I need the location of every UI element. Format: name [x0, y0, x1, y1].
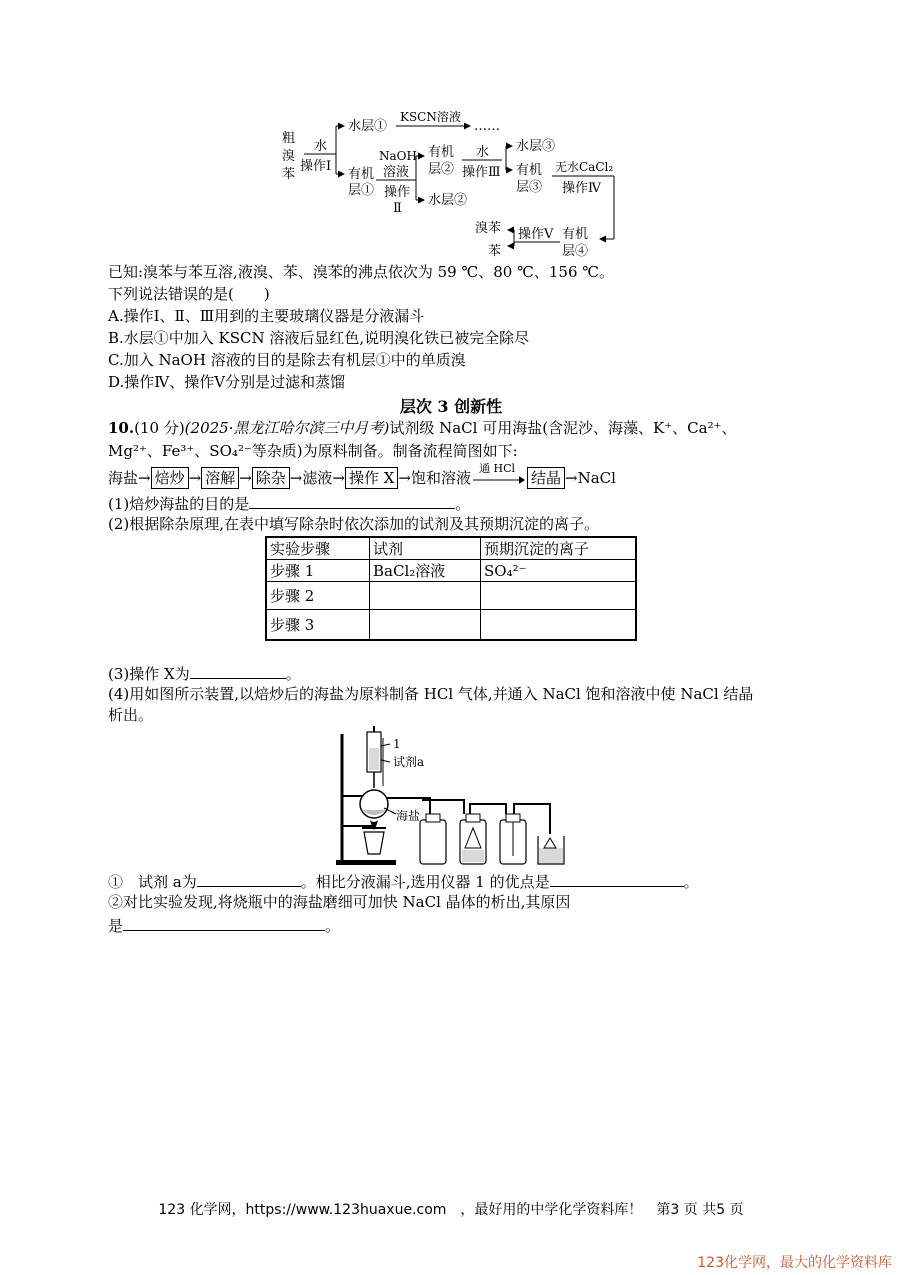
- table-header-ion: 预期沉淀的离子: [481, 537, 637, 560]
- start-char-1: 粗: [282, 131, 296, 146]
- q10-part4-sub2: ②对比实验发现,将烧瓶中的海盐磨细可加快 NaCl 晶体的析出,其原因: [108, 893, 571, 911]
- stand-base: [336, 860, 396, 865]
- q9-option-b: B.水层①中加入 KSCN 溶液后显红色,说明溴化铁已被完全除尽: [108, 329, 530, 347]
- answer-blank-advantage[interactable]: [550, 870, 684, 887]
- q10-part3-text: (3)操作 X为: [108, 665, 190, 683]
- q10-part4-sub2-cont: [108, 914, 340, 936]
- flow-arrow: →: [398, 469, 411, 487]
- table-cell-step: 步骤 1: [266, 560, 370, 582]
- flow-arrow: →: [332, 469, 345, 487]
- q9-stem: 下列说法错误的是( ): [108, 285, 270, 303]
- q10-stem-2: Mg²⁺、Fe³⁺、SO₄²⁻等杂质)为原料制备。制备流程简图如下:: [108, 442, 518, 460]
- op3-water: 水: [476, 145, 490, 160]
- q10-part1-end: 。: [455, 495, 471, 513]
- q10-part4-line1: (4)用如图所示装置,以焙炒后的海盐为原料制备 HCl 气体,并通入 NaCl 饱和溶液中使 NaCl 结晶: [108, 685, 754, 703]
- table-cell-reagent-blank[interactable]: [370, 582, 481, 610]
- answer-blank-reason[interactable]: [123, 914, 325, 931]
- table-cell-reagent-blank[interactable]: [370, 610, 481, 640]
- answer-blank-1[interactable]: [249, 492, 455, 509]
- org-layer-4a: 有机: [562, 227, 589, 242]
- org-layer-1b: 层①: [348, 183, 375, 198]
- sub1-end: 。: [683, 873, 699, 891]
- flow-arrow: →: [138, 469, 151, 487]
- flow-sea-salt: 海盐: [108, 469, 139, 487]
- flow-arrow: →: [565, 469, 578, 487]
- q10-stem-1: 试剂级 NaCl 可用海盐(含泥沙、海藻、K⁺、Ca²⁺、: [389, 419, 737, 437]
- q10-part3: [108, 662, 301, 684]
- label-sea-salt: 海盐: [396, 809, 421, 823]
- sub1-text-a: ① 试剂 a为: [108, 873, 197, 891]
- org-layer-3a: 有机: [516, 163, 543, 178]
- op1-label: 操作Ⅰ: [300, 159, 332, 174]
- aq-layer-3: 水层③: [516, 139, 556, 154]
- page-footer: 123 化学网，https://www.123huaxue.com ，最好用的中学化学资料库！ 第3 页 共5 页: [158, 1202, 744, 1218]
- naoh-solution: 溶液: [383, 165, 410, 180]
- q10-source: (2025·黑龙江哈尔滨三中月考): [184, 419, 390, 437]
- table-cell-reagent: BaCl₂溶液: [370, 560, 481, 582]
- table-header-reagent: 试剂: [370, 537, 481, 560]
- flow-arrow: →: [289, 469, 303, 487]
- org-layer-1a: 有机: [348, 167, 375, 182]
- naoh-label: NaOH: [379, 149, 417, 163]
- flow-saturated-solution: 饱和溶液: [411, 469, 472, 487]
- start-char-3: 苯: [282, 167, 296, 182]
- product-benzene: 苯: [488, 244, 502, 259]
- org-layer-2b: 层②: [428, 162, 455, 177]
- op5-label: 操作Ⅴ: [518, 227, 554, 242]
- q10-part4-sub1: [108, 870, 699, 892]
- ellipsis: ……: [474, 119, 500, 134]
- cacl2-label: 无水CaCl₂: [555, 160, 614, 174]
- aq-layer-1: 水层①: [348, 119, 388, 134]
- reagent-table: [265, 536, 637, 641]
- flow-hcl-label: 通 HCl: [479, 462, 516, 475]
- table-cell-step: 步骤 3: [266, 610, 370, 640]
- label-instrument-1: 1: [393, 737, 401, 751]
- org-layer-3b: 层③: [516, 180, 543, 195]
- table-cell-ion-blank[interactable]: [481, 582, 637, 610]
- q9-option-c: C.加入 NaOH 溶液的目的是除去有机层①中的单质溴: [108, 351, 466, 369]
- answer-blank-3[interactable]: [190, 662, 286, 679]
- q9-option-a: A.操作Ⅰ、Ⅱ、Ⅲ用到的主要玻璃仪器是分液漏斗: [108, 307, 425, 325]
- table-cell-step: 步骤 2: [266, 582, 370, 610]
- flow-roast-box: 焙炒: [151, 467, 189, 489]
- label-reagent-a: 试剂a: [393, 755, 425, 769]
- answer-blank-reagent-a[interactable]: [197, 870, 301, 887]
- q10-part4-line2: 析出。: [108, 706, 154, 724]
- flow-impurity-box: 除杂: [252, 467, 290, 489]
- op3-label: 操作Ⅲ: [462, 165, 501, 180]
- q10-part1-text: (1)焙炒海盐的目的是: [108, 495, 250, 513]
- table-cell-ion-blank[interactable]: [481, 610, 637, 640]
- q10-number: 10.: [108, 419, 135, 437]
- sub1-text-b: 。相比分液漏斗,选用仪器 1 的优点是: [300, 873, 550, 891]
- aq-layer-2: 水层②: [428, 193, 468, 208]
- org-layer-4b: 层④: [562, 244, 589, 259]
- q10-part1: [108, 492, 470, 514]
- op2-numeral: Ⅱ: [393, 201, 402, 216]
- gas-bottle-1: [420, 820, 446, 864]
- kscn-label: KSCN溶液: [400, 110, 461, 124]
- flow-crystallize-box: 结晶: [527, 467, 565, 489]
- site-watermark: 123化学网，最大的化学资料库: [697, 1255, 892, 1271]
- sub2-text-b: 是: [108, 917, 124, 935]
- sub2-end: 。: [325, 917, 341, 935]
- table-header-step: 实验步骤: [266, 537, 370, 560]
- op1-water: 水: [314, 139, 328, 154]
- flow-dissolve-box: 溶解: [201, 467, 239, 489]
- start-char-2: 溴: [282, 149, 296, 164]
- flow-filtrate: 滤液: [302, 469, 333, 487]
- flow-operation-x-box: 操作 X: [345, 467, 398, 489]
- purification-flow-diagram: [270, 104, 630, 264]
- q10-stem-line1: [108, 418, 737, 438]
- flow-hcl-arrow: [471, 462, 527, 488]
- q10-score: (10 分): [134, 419, 185, 437]
- q10-process-flow: [108, 462, 616, 489]
- op2-label: 操作: [384, 185, 411, 200]
- alcohol-lamp: [364, 832, 384, 854]
- q10-part3-end: 。: [285, 665, 301, 683]
- org-layer-2a: 有机: [428, 145, 455, 160]
- table-cell-ion: SO₄²⁻: [481, 560, 637, 582]
- q9-option-d: D.操作Ⅳ、操作Ⅴ分别是过滤和蒸馏: [108, 373, 346, 391]
- product-bromobenzene: 溴苯: [475, 221, 502, 236]
- q10-part2: (2)根据除杂原理,在表中填写除杂时依次添加的试剂及其预期沉淀的离子。: [108, 515, 600, 533]
- flow-arrow: →: [239, 469, 252, 487]
- hcl-apparatus-figure: [330, 724, 570, 870]
- flow-arrow: →: [188, 469, 202, 487]
- q9-known: 已知:溴苯与苯互溶,液溴、苯、溴苯的沸点依次为 59 ℃、80 ℃、156 ℃。: [108, 263, 615, 281]
- op4-label: 操作Ⅳ: [562, 181, 601, 196]
- section-title: 层次 3 创新性: [399, 397, 503, 416]
- flow-nacl: NaCl: [577, 469, 616, 487]
